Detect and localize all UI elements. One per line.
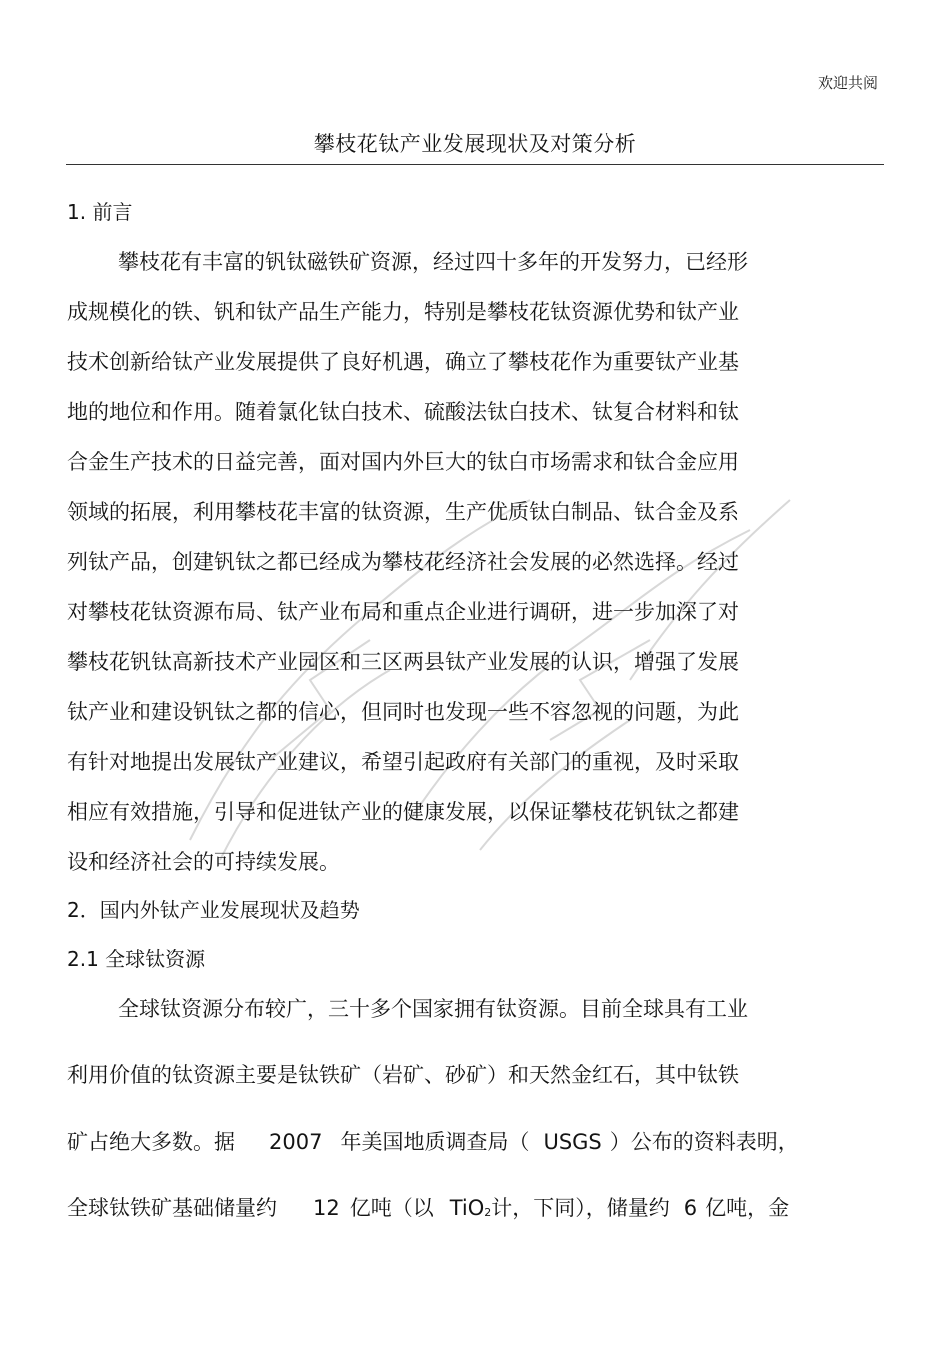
- chemical-formula: TiO: [449, 1196, 485, 1220]
- paragraph-line: 地的地位和作用。随着氯化钛白技术、硫酸法钛白技术、钛复合材料和钛: [67, 400, 739, 424]
- header-note: 欢迎共阅: [817, 74, 878, 92]
- paragraph-line: 设和经济社会的可持续发展。: [67, 850, 340, 874]
- paragraph-line: 列钛产品，创建钒钛之都已经成为攀枝花经济社会发展的必然选择。经过: [67, 550, 739, 574]
- paragraph-line: 相应有效措施，引导和促进钛产业的健康发展，以保证攀枝花钒钛之都建: [67, 800, 739, 824]
- org-abbreviation: USGS: [543, 1130, 602, 1154]
- document-title: 攀枝花钛产业发展现状及对策分析: [313, 132, 637, 156]
- text-run: 年美国地质调查局（: [340, 1130, 530, 1154]
- number-value: 12: [313, 1196, 340, 1220]
- text-run: 亿吨，金: [705, 1196, 790, 1220]
- text-run: 全球钛铁矿基础储量约: [67, 1196, 277, 1220]
- text-run: ）公布的资料表明，: [609, 1130, 799, 1154]
- paragraph-line: 全球钛资源分布较广，三十多个国家拥有钛资源。目前全球具有工业: [118, 997, 748, 1021]
- text-run: 矿占绝大多数。据: [67, 1130, 235, 1154]
- paragraph-line: 对攀枝花钛资源布局、钛产业布局和重点企业进行调研，进一步加深了对: [67, 600, 739, 624]
- paragraph-line: 合金生产技术的日益完善，面对国内外巨大的钛白市场需求和钛合金应用: [67, 450, 739, 474]
- paragraph-line: 攀枝花有丰富的钒钛磁铁矿资源，经过四十多年的开发努力，已经形: [118, 250, 748, 274]
- paragraph-line: 攀枝花钒钛高新技术产业园区和三区两县钛产业发展的认识，增强了发展: [67, 650, 739, 674]
- paragraph-line: 技术创新给钛产业发展提供了良好机遇，确立了攀枝花作为重要钛产业基: [67, 350, 739, 374]
- section-2-1-heading: 2.1 全球钛资源: [67, 947, 206, 971]
- year-value: 2007: [269, 1130, 323, 1154]
- paragraph-line: 成规模化的铁、钒和钛产品生产能力，特别是攀枝花钛资源优势和钛产业: [67, 300, 739, 324]
- text-run: 亿吨（以: [349, 1196, 434, 1220]
- paragraph-line: [67, 1194, 789, 1227]
- text-run: 计，下同），储量约: [491, 1196, 670, 1220]
- paragraph-line: [67, 1128, 799, 1156]
- formula-subscript: 2: [484, 1206, 492, 1219]
- title-divider: [66, 164, 884, 165]
- paragraph-line: 领域的拓展，利用攀枝花丰富的钛资源，生产优质钛白制品、钛合金及系: [67, 500, 739, 524]
- paragraph-line: 有针对地提出发展钛产业建议，希望引起政府有关部门的重视，及时采取: [67, 750, 739, 774]
- section-1-heading: 1. 前言: [67, 200, 133, 224]
- paragraph-line: 钛产业和建设钒钛之都的信心，但同时也发现一些不容忽视的问题，为此: [67, 700, 739, 724]
- paragraph-line: 利用价值的钛资源主要是钛铁矿（岩矿、砂矿）和天然金红石，其中钛铁: [67, 1063, 739, 1087]
- number-value: 6: [683, 1196, 698, 1220]
- section-2-heading: 2．国内外钛产业发展现状及趋势: [67, 898, 360, 922]
